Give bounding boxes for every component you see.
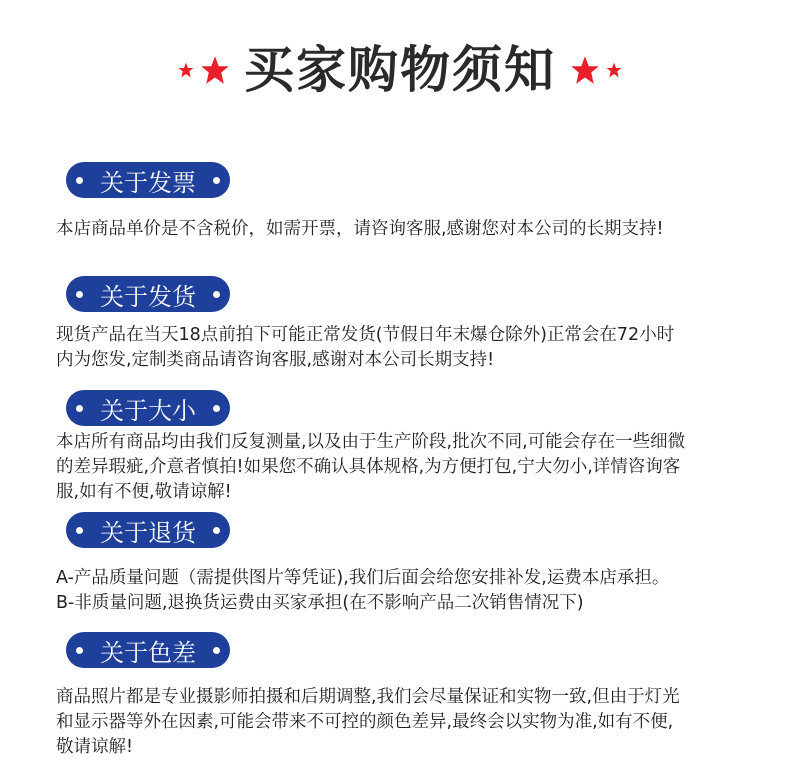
text-line: 和显示器等外在因素,可能会带来不可控的颜色差异,最终会以实物为准,如有不便,: [56, 712, 674, 732]
section-heading-returns: [66, 512, 230, 548]
bullet-dot: [76, 647, 83, 654]
section-label: 关于退货: [100, 518, 196, 547]
section-text-invoice: [56, 217, 756, 242]
text-line: B-非质量问题,退换货运费由买家承担(在不影响产品二次销售情况下): [56, 593, 584, 613]
section-text-shipping: [56, 323, 756, 373]
bullet-dot: [76, 177, 83, 184]
text-line: 的差异瑕疵,介意者慎拍!如果您不确认具体规格,为方便打包,宁大勿小,详情咨询客: [56, 457, 681, 477]
right-stars: [570, 55, 622, 85]
text-line: 服,如有不便,敬请谅解!: [56, 482, 232, 502]
section-heading-shipping: [66, 276, 230, 312]
section-text-color-difference: [56, 685, 756, 760]
section-label: 关于色差: [100, 638, 196, 667]
section-text-returns: [56, 566, 756, 616]
section-text-size: [56, 430, 756, 505]
text-line: 现货产品在当天18点前拍下可能正常发货(节假日年末爆仓除外)正常会在72小时: [56, 325, 675, 345]
large-star-icon: [200, 55, 230, 85]
left-stars: [178, 55, 230, 85]
section-label: 关于发货: [100, 282, 196, 311]
text-line: 商品照片都是专业摄影师拍摄和后期调整,我们会尽量保证和实物一致,但由于灯光: [56, 687, 680, 707]
text-line: 敬请谅解!: [56, 737, 134, 757]
large-star-icon: [570, 55, 600, 85]
section-heading-invoice: [66, 162, 230, 198]
text-line: 本店商品单价是不含税价，如需开票，请咨询客服,感谢您对本公司的长期支持!: [56, 219, 664, 239]
bullet-dot: [213, 647, 220, 654]
bullet-dot: [213, 177, 220, 184]
section-heading-size: [66, 390, 230, 426]
bullet-dot: [76, 291, 83, 298]
text-line: 本店所有商品均由我们反复测量,以及由于生产阶段,批次不同,可能会存在一些细微: [56, 432, 686, 452]
page-title: 买家购物须知: [244, 41, 556, 99]
text-line: 内为您发,定制类商品请咨询客服,感谢对本公司长期支持!: [56, 350, 495, 370]
bullet-dot: [76, 527, 83, 534]
small-star-icon: [178, 62, 194, 78]
bullet-dot: [213, 405, 220, 412]
page-header: [0, 30, 800, 110]
small-star-icon: [606, 62, 622, 78]
bullet-dot: [76, 405, 83, 412]
section-label: 关于大小: [100, 396, 196, 425]
bullet-dot: [213, 291, 220, 298]
section-label: 关于发票: [100, 168, 196, 197]
bullet-dot: [213, 527, 220, 534]
section-heading-color-difference: [66, 632, 230, 668]
text-line: A-产品质量问题（需提供图片等凭证),我们后面会给您安排补发,运费本店承担。: [56, 568, 670, 588]
